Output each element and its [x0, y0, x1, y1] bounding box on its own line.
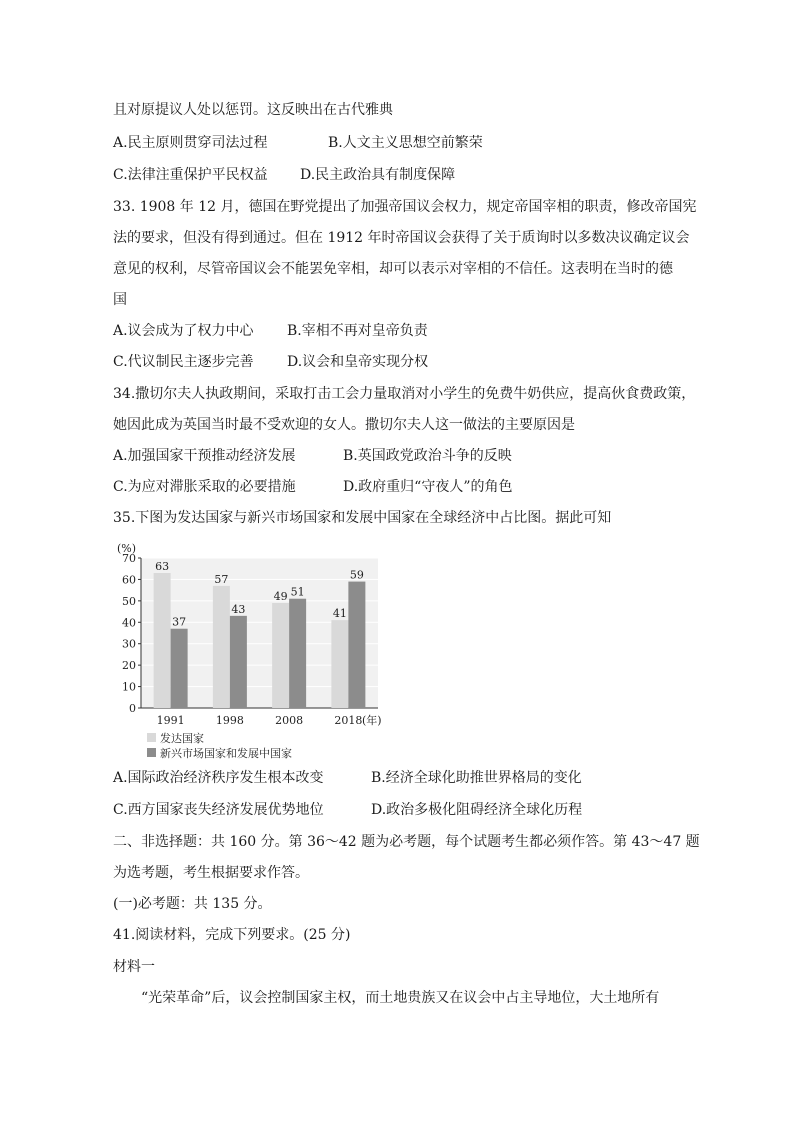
l1: 且对原提议人处以惩罚。这反映出在古代雅典 — [113, 102, 393, 118]
y-tick-label: 60 — [122, 573, 136, 587]
bar — [348, 582, 365, 708]
q34-line-1: 34.撒切尔夫人执政期间，采取打击工会力量取消对小学生的免费牛奶供应，提高伙食费政策， — [113, 386, 696, 402]
y-axis-label: (%) — [117, 542, 137, 555]
q33-line-1: 33. 1908 年 12 月，德国在野党提出了加强帝国议会权力，规定帝国宰相的职责，修改帝国宪 — [113, 199, 697, 215]
data-label: 37 — [172, 615, 187, 629]
x-tick-label: 1991 — [156, 714, 185, 727]
y-tick-label: 30 — [122, 637, 136, 651]
q33-option-b: B.宰相不再对皇帝负责 — [287, 323, 428, 339]
part2-line-2: 为选考题，考生根据要求作答。 — [113, 865, 309, 881]
q41-line-3: “光荣革命”后，议会控制国家主权，而土地贵族又在议会中占主导地位，大土地所有 — [141, 990, 660, 1006]
x-tick-label: 2008 — [275, 714, 304, 727]
q33-option-c: C.代议制民主逐步完善 — [113, 354, 254, 370]
part2-line-3: (一)必考题：共 135 分。 — [113, 896, 272, 912]
data-label: 59 — [349, 568, 364, 582]
data-label: 57 — [214, 572, 229, 586]
q33-option-a: A.议会成为了权力中心 — [113, 323, 254, 339]
bar — [331, 620, 348, 708]
q33-line-2: 法的要求，但没有得到通过。但在 1912 年时帝国议会获得了关于质询时以多数决议确定议会 — [113, 230, 690, 246]
data-label: 63 — [155, 560, 170, 573]
x-tick-label: 2018 — [334, 714, 363, 727]
q41-line-2: 材料一 — [113, 959, 155, 975]
legend-swatch — [147, 733, 156, 742]
q32-option-b: B.人文主义思想空前繁荣 — [328, 135, 483, 151]
bar-chart — [113, 540, 388, 765]
y-tick-label: 40 — [122, 616, 136, 630]
bar — [213, 586, 230, 708]
q34-option-d: D.政府重归“守夜人”的角色 — [343, 479, 513, 495]
q33-option-d: D.议会和皇帝实现分权 — [287, 354, 429, 370]
y-tick-label: 0 — [129, 702, 136, 715]
q34-option-c: C.为应对滞胀采取的必要措施 — [113, 479, 296, 495]
q35-option-c: C.西方国家丧失经济发展优势地位 — [113, 802, 324, 818]
q33-line-3: 意见的权利，尽管帝国议会不能罢免宰相，却可以表示对宰相的不信任。这表明在当时的德 — [113, 261, 673, 277]
q32-option-d: D.民主政治具有制度保障 — [300, 167, 456, 183]
bar — [289, 599, 306, 708]
q33-line-4: 国 — [113, 292, 127, 308]
part2-line-1: 二、非选择题：共 160 分。第 36～42 题为必考题，每个试题考生都必须作答。第 43～47 题 — [113, 834, 700, 850]
q34-option-b: B.英国政党政治斗争的反映 — [343, 448, 512, 464]
legend-label: 新兴市场国家和发展中国家 — [160, 747, 292, 760]
bar — [154, 573, 171, 708]
q35-option-a: A.国际政治经济秩序发生根本改变 — [113, 770, 324, 786]
q34-line-2: 她因此成为英国当时最不受欢迎的女人。撒切尔夫人这一做法的主要原因是 — [113, 417, 575, 433]
q41-line-1: 41.阅读材料，完成下列要求。(25 分) — [113, 927, 351, 943]
legend-label: 发达国家 — [160, 732, 204, 745]
q35-option-d: D.政治多极化阻碍经济全球化历程 — [371, 802, 583, 818]
q35-option-b: B.经济全球化助推世界格局的变化 — [371, 770, 582, 786]
y-tick-label: 20 — [122, 659, 136, 673]
x-tick-label: 1998 — [215, 714, 244, 727]
bar — [272, 603, 289, 708]
bar — [230, 616, 247, 708]
legend-swatch — [147, 748, 156, 757]
q35-line-1: 35.下图为发达国家与新兴市场国家和发展中国家在全球经济中占比图。据此可知 — [113, 510, 612, 526]
data-label: 49 — [273, 590, 288, 603]
bar — [171, 629, 188, 708]
q32-option-a: A.民主原则贯穿司法过程 — [113, 135, 268, 151]
y-tick-label: 70 — [122, 552, 136, 565]
y-tick-label: 50 — [122, 594, 136, 608]
data-label: 51 — [290, 585, 305, 599]
y-tick-label: 10 — [122, 680, 136, 694]
x-axis-unit: (年) — [362, 714, 382, 727]
data-label: 43 — [231, 602, 246, 616]
q34-option-a: A.加强国家干预推动经济发展 — [113, 448, 296, 464]
q32-option-c: C.法律注重保护平民权益 — [113, 167, 268, 183]
data-label: 41 — [332, 607, 347, 621]
